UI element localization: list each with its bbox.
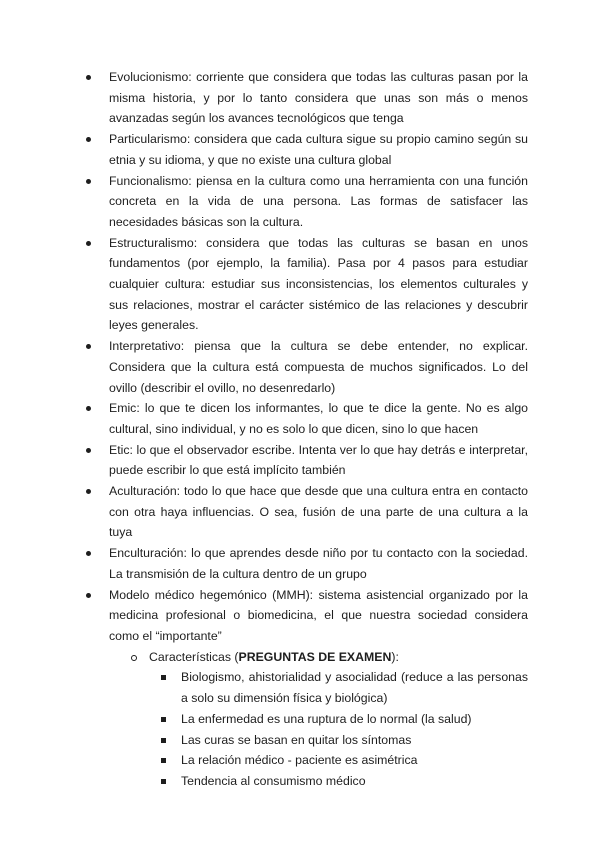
sub-list-item (109, 647, 528, 792)
list-item: Modelo médico hegemónico (MMH): sistema asistencial organizado por la medicina profesional o biomedicina, el que nuestra sociedad considera como el “importante” Características (PREGUNTAS DE EXAMEN): Biologismo, ahistorialidad y asocialidad (reduce a las personas a solo su dimensión física y biológica) La enfermedad es una ruptura de lo normal (la salud) Las curas se basan en quitar los síntomas La relación médico - paciente es asimétrica Tendencia al consumismo médico (86, 585, 528, 792)
bullet-square-icon (161, 758, 166, 763)
bullet-dot-icon (86, 448, 91, 453)
list-item: Aculturación: todo lo que hace que desde que una cultura entra en contacto con otra haya influencias. O sea, fusión de una parte de una cultura a la tuya (86, 481, 528, 543)
bullet-dot-icon (86, 593, 91, 598)
list-item: Particularismo: considera que cada cultura sigue su propio camino según su etnia y su idioma, y que no existe una cultura global (86, 129, 528, 170)
bullet-dot-icon (86, 489, 91, 494)
bullet-dot-icon (86, 179, 91, 184)
bullet-circle-icon (131, 655, 137, 661)
bullet-square-icon (161, 779, 166, 784)
characteristic-item: Biologismo, ahistorialidad y asocialidad (reduce a las personas a solo su dimensión física y biológica) (109, 667, 528, 708)
characteristic-item: Tendencia al consumismo médico (109, 771, 528, 792)
list-item: Enculturación: lo que aprendes desde niño por tu contacto con la sociedad. La transmisión de la cultura dentro de un grupo (86, 543, 528, 584)
list-item: Etic: lo que el observador escribe. Intenta ver lo que hay detrás e interpretar, puede escribir lo que está implícito también (86, 440, 528, 481)
bullet-dot-icon (86, 75, 91, 80)
characteristics-heading: Características (PREGUNTAS DE EXAMEN): (149, 649, 399, 664)
bullet-dot-icon (86, 406, 91, 411)
bullet-square-icon (161, 717, 166, 722)
characteristics-list (109, 667, 528, 791)
list-item: Estructuralismo: considera que todas las culturas se basan en unos fundamentos (por ejemplo, la familia). Pasa por 4 pasos para estudiar cualquier cultura: estudiar sus inconsistencias, los elementos culturales y sus relaciones, mostrar el carácter sistémico de las relaciones y descubrir leyes generales. (86, 233, 528, 337)
bullet-square-icon (161, 675, 166, 680)
list-item: Emic: lo que te dicen los informantes, lo que te dice la gente. No es algo cultural, sino individual, y no es solo lo que dicen, sino lo que hacen (86, 398, 528, 439)
sub-list (109, 647, 528, 792)
bullet-square-icon (161, 738, 166, 743)
list-item: Evolucionismo: corriente que considera que todas las culturas pasan por la misma historia, y por lo tanto considera que unas son más o menos avanzadas según los avances tecnológicos que tenga (86, 67, 528, 129)
characteristic-item: La relación médico - paciente es asimétrica (109, 750, 528, 771)
characteristic-item: Las curas se basan en quitar los síntomas (109, 730, 528, 751)
bullet-dot-icon (86, 137, 91, 142)
list-item: Interpretativo: piensa que la cultura se debe entender, no explicar. Considera que la cultura está compuesta de muchos significados. Lo del ovillo (describir el ovillo, no desenredarlo) (86, 336, 528, 398)
concept-list (86, 67, 528, 792)
characteristic-item: La enfermedad es una ruptura de lo normal (la salud) (109, 709, 528, 730)
bullet-dot-icon (86, 241, 91, 246)
bullet-dot-icon (86, 344, 91, 349)
list-item: Funcionalismo: piensa en la cultura como una herramienta con una función concreta en la vida de una persona. Las formas de satisfacer las necesidades básicas son la cultura. (86, 171, 528, 233)
bullet-dot-icon (86, 551, 91, 556)
